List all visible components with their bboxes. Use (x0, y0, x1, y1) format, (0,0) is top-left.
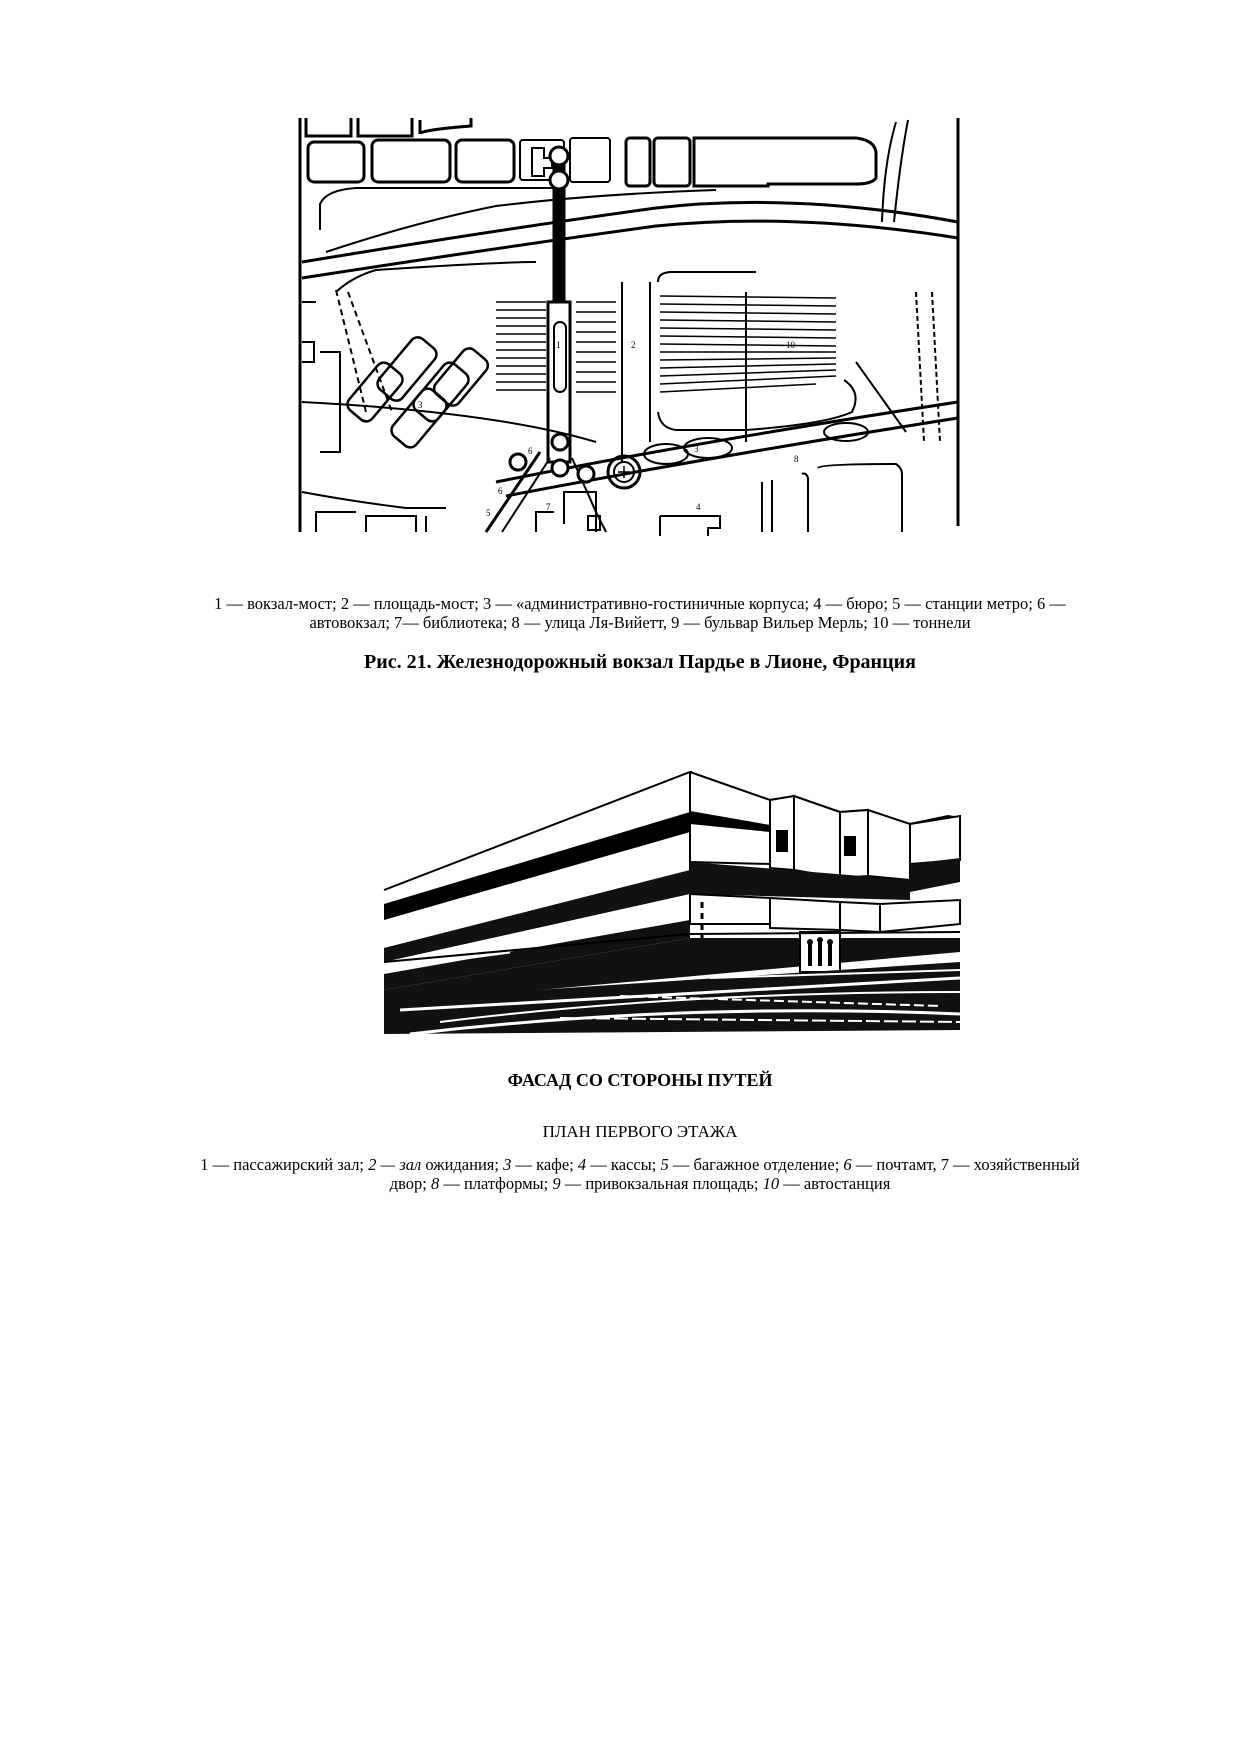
legend-item-10-num: 10 (762, 1174, 780, 1193)
legend-item-8-num: 8 (430, 1174, 440, 1193)
legend-item-4-text: — кассы; (586, 1155, 661, 1174)
legend-item-2-text: ожидания; (421, 1155, 504, 1174)
legend-item-1-num: 1 (200, 1155, 209, 1174)
figure1-legend-line1: 1 — вокзал-мост; 2 — площадь-мост; 3 — «административно-гостиничные корпуса; 4 — бюро; 5 — станции метро; 6 — (214, 594, 1066, 613)
legend-item-5-text: — багажное отделение; (668, 1155, 844, 1174)
legend-item-3-num: 3 (503, 1155, 512, 1174)
svg-text:3: 3 (694, 444, 699, 454)
figure1-legend-line2: автовокзал; 7— библиотека; 8 — улица Ля-Вийетт, 9 — бульвар Вильер Мерль; 10 — тоннели (309, 613, 971, 632)
legend-item-9-num: 9 (552, 1174, 561, 1193)
legend-item-10-text: — автостанция (779, 1174, 891, 1193)
legend-item-6-text: — почтамт, (851, 1155, 941, 1174)
legend-item-1-text: — пассажирский зал; (208, 1155, 369, 1174)
svg-text:4: 4 (696, 502, 701, 512)
figure2-legend (120, 1155, 1160, 1193)
floor-plan-title: ПЛАН ПЕРВОГО ЭТАЖА (542, 1122, 738, 1141)
svg-text:10: 10 (786, 340, 795, 350)
legend-item-9-text: — привокзальная площадь; (560, 1174, 763, 1193)
facade-figure (380, 752, 966, 1038)
legend-item-2-num: 2 — зал (368, 1155, 422, 1174)
svg-text:3: 3 (418, 400, 423, 410)
legend-item-7-cont: двор; (389, 1174, 431, 1193)
svg-text:8: 8 (794, 454, 799, 464)
svg-text:1: 1 (556, 340, 561, 350)
svg-text:7: 7 (546, 502, 551, 512)
facade-drawing (380, 752, 966, 1038)
legend-item-8-text: — платформы; (439, 1174, 553, 1193)
figure1-title: Рис. 21. Железнодорожный вокзал Пардье в Лионе, Франция (364, 651, 916, 673)
figure2-legend-line1 (120, 1155, 1160, 1174)
legend-item-7-text: — хозяйственный (949, 1155, 1080, 1174)
facade-title: ФАСАД СО СТОРОНЫ ПУТЕЙ (507, 1070, 773, 1090)
legend-item-7-num: 7 (940, 1155, 950, 1174)
legend-item-5-num: 5 (660, 1155, 669, 1174)
legend-item-3-text: — кафе; (511, 1155, 578, 1174)
legend-item-6-num: 6 (843, 1155, 852, 1174)
svg-text:6: 6 (528, 446, 533, 456)
site-plan-figure (296, 112, 962, 538)
svg-text:6: 6 (498, 486, 503, 496)
figure2-legend-line2 (120, 1174, 1160, 1193)
site-plan-drawing (296, 112, 962, 538)
svg-text:5: 5 (486, 508, 491, 518)
legend-item-4-num: 4 (577, 1155, 587, 1174)
svg-text:2: 2 (631, 340, 636, 350)
figure1-legend (120, 594, 1160, 632)
